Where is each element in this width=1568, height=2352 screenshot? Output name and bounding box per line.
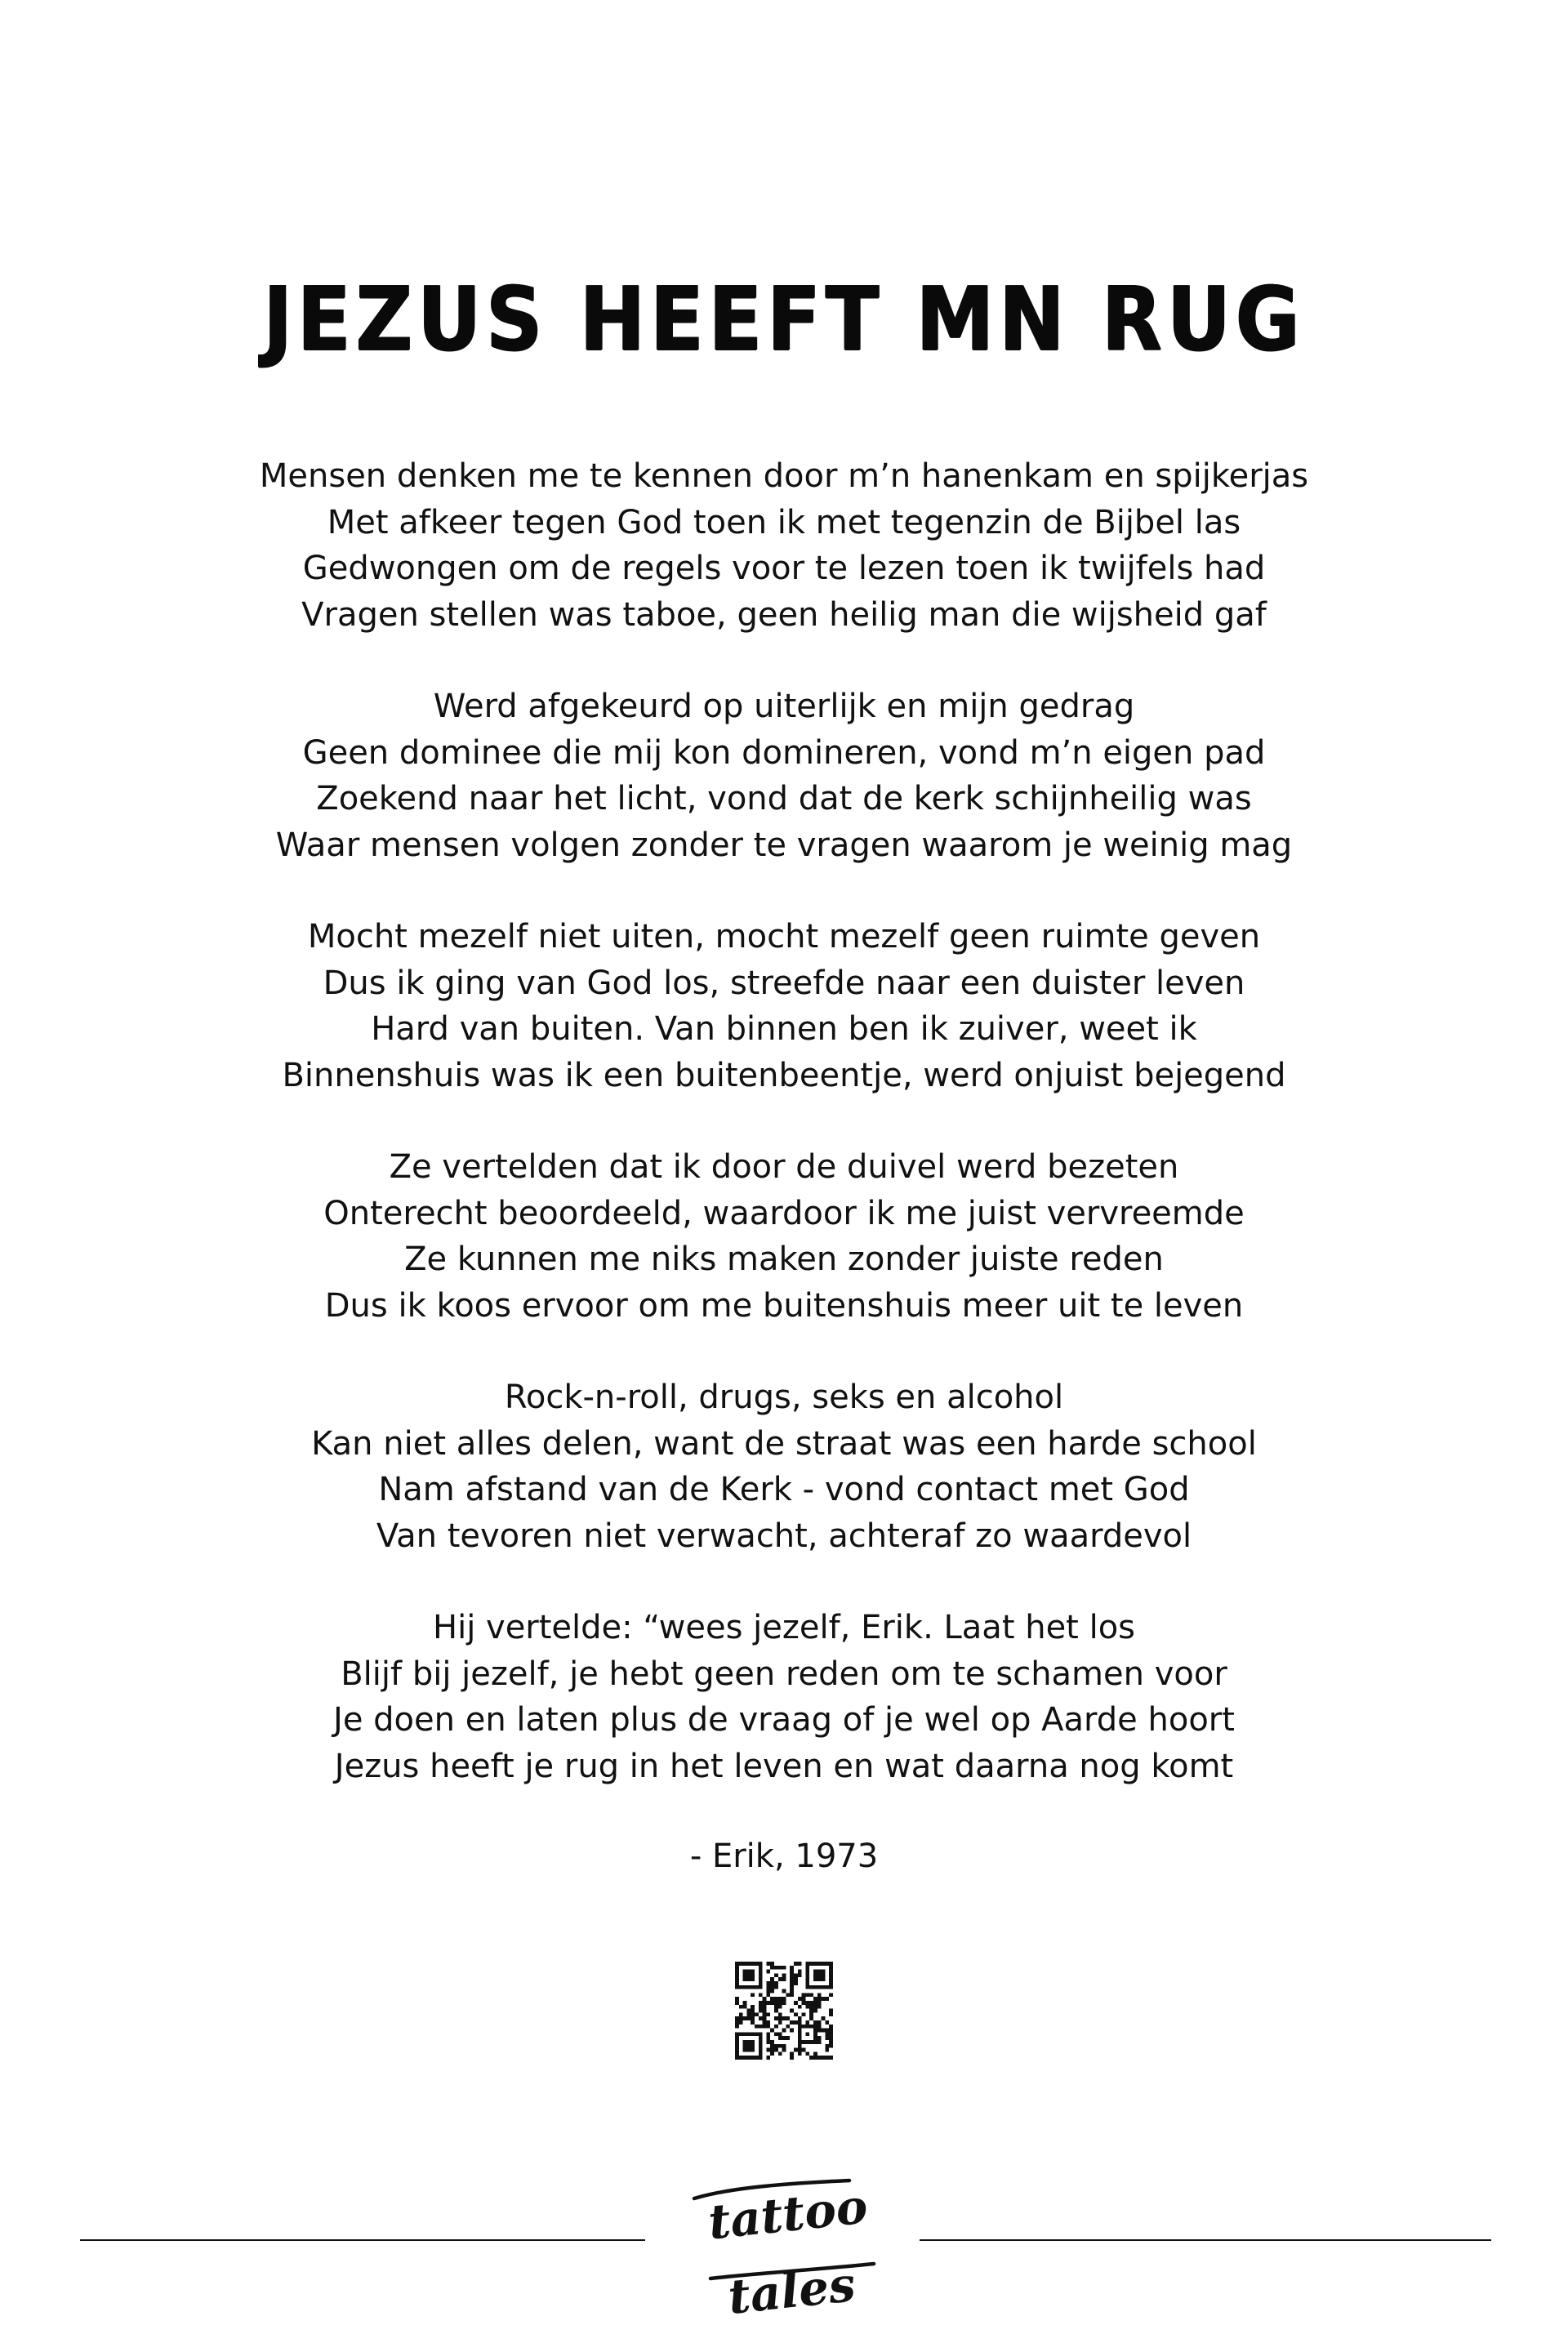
poem-line: Nam afstand van de Kerk - vond contact met God [378, 1471, 1190, 1508]
poem-line: Jezus heeft je rug in het leven en wat daarna nog komt [334, 1747, 1234, 1785]
poem-line: Ze kunnen me niks maken zonder juiste reden [404, 1241, 1164, 1278]
stanza [0, 914, 1568, 1098]
poem-line: Rock-n-roll, drugs, seks en alcohol [504, 1379, 1064, 1416]
poem-line: Waar mensen volgen zonder te vragen waarom je weinig mag [275, 826, 1293, 864]
poem-line: Je doen en laten plus de vraag of je wel op Aarde hoort [333, 1701, 1235, 1739]
poem-line: Dus ik ging van God los, streefde naar een duister leven [323, 964, 1245, 1002]
poem-line: Werd afgekeurd op uiterlijk en mijn gedrag [433, 688, 1135, 725]
stanza [0, 1605, 1568, 1789]
poem-line: Mocht mezelf niet uiten, mocht mezelf geen ruimte geven [307, 918, 1261, 956]
poem-line: Dus ik koos ervoor om me buitenshuis meer uit te leven [324, 1286, 1244, 1325]
stanza [0, 453, 1568, 638]
stanza [0, 684, 1568, 868]
poem-line: Zoekend naar het licht, vond dat de kerk schijnheilig was [316, 780, 1252, 817]
divider-right [920, 2239, 1491, 2241]
poem-signature: - Erik, 1973 [689, 1838, 879, 1875]
stanza [0, 1144, 1568, 1329]
poem-line: Mensen denken me te kennen door m’n hanenkam en spijkerjas [259, 457, 1309, 495]
logo-text-line1: tattoo [706, 2178, 871, 2251]
poem-title: JEZUS HEEFT MN RUG [263, 268, 1305, 371]
logo-text-line2: tales [725, 2256, 858, 2325]
poem-line: Blijf bij jezelf, je hebt geen reden om te schamen voor [341, 1655, 1227, 1693]
poem-line: Ze vertelden dat ik door de duivel werd bezeten [389, 1148, 1179, 1186]
poem-line: Hij vertelde: “wees jezelf, Erik. Laat het los [433, 1609, 1135, 1646]
poem-line: Onterecht beoordeeld, waardoor ik me juist vervreemde [323, 1194, 1245, 1232]
poem-line: Vragen stellen was taboe, geen heilig man die wijsheid gaf [301, 595, 1267, 634]
poem-line: Van tevoren niet verwacht, achteraf zo waardevol [376, 1517, 1192, 1555]
poem-line: Geen dominee die mij kon domineren, vond m’n eigen pad [302, 733, 1266, 772]
poem-line: Gedwongen om de regels voor te lezen toen ik twijfels had [302, 550, 1266, 587]
poem-line: Binnenshuis was ik een buitenbeentje, werd onjuist bejegend [282, 1056, 1286, 1094]
tattoo-tales-logo [678, 2156, 890, 2328]
qr-code-icon[interactable] [735, 1962, 833, 2060]
stanza [0, 1374, 1568, 1559]
poem-line: Hard van buiten. Van binnen ben ik zuiver, weet ik [371, 1010, 1197, 1048]
poem-line: Kan niet alles delen, want de straat was een harde school [311, 1424, 1257, 1463]
poem-body [0, 453, 1568, 1835]
divider-left [80, 2239, 645, 2241]
poem-line: Met afkeer tegen God toen ik met tegenzin de Bijbel las [327, 503, 1241, 541]
